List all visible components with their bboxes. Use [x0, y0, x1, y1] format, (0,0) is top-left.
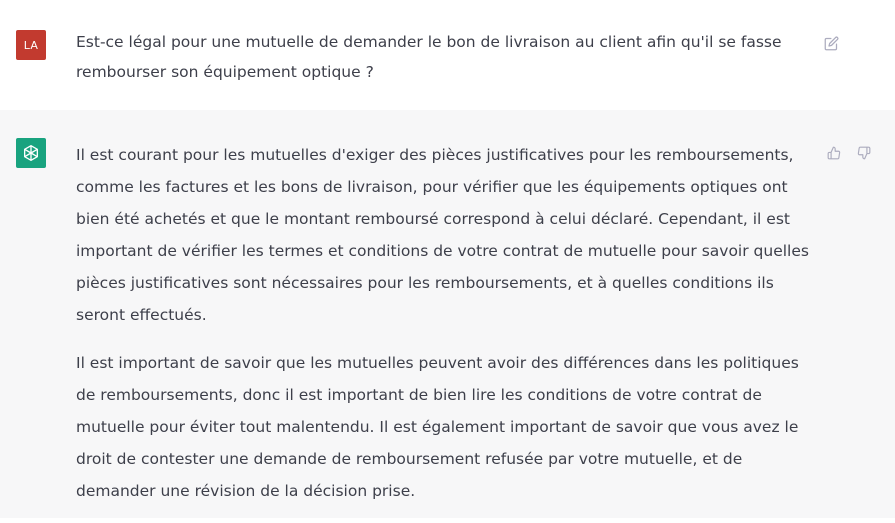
edit-icon[interactable] [823, 35, 839, 51]
user-avatar-initials: LA [23, 38, 39, 52]
user-message-row [0, 0, 895, 110]
assistant-message-text [76, 139, 816, 523]
thumbs-up-icon[interactable] [826, 145, 842, 161]
openai-logo-icon [16, 138, 46, 168]
assistant-paragraph-2: Il est important de savoir que les mutuelles peuvent avoir des différences dans les politiques de remboursements, donc il est important de bien lire les conditions de votre contrat de mutuelle pour éviter tout malentendu. Il est également important de savoir que vous avez le droit de contester une demande de remboursement refusée par votre mutuelle, et de demander une révision de la décision prise. [76, 354, 799, 500]
user-avatar [16, 30, 46, 60]
user-message-text: Est-ce légal pour une mutuelle de demander le bon de livraison au client afin qu'il se fasse rembourser son équipement optique ? [76, 33, 782, 81]
assistant-paragraph-1: Il est courant pour les mutuelles d'exiger des pièces justificatives pour les remboursements, comme les factures et les bons de livraison, pour vérifier que les équipements optiques ont bien été achetés et que le montant remboursé correspond à celui déclaré. Cependant, il est important de vérifier les termes et conditions de votre contrat de mutuelle pour savoir quelles pièces justificatives sont nécessaires pour les remboursements, et à quelles conditions ils seront effectués. [76, 146, 809, 324]
thumbs-down-icon[interactable] [856, 145, 872, 161]
